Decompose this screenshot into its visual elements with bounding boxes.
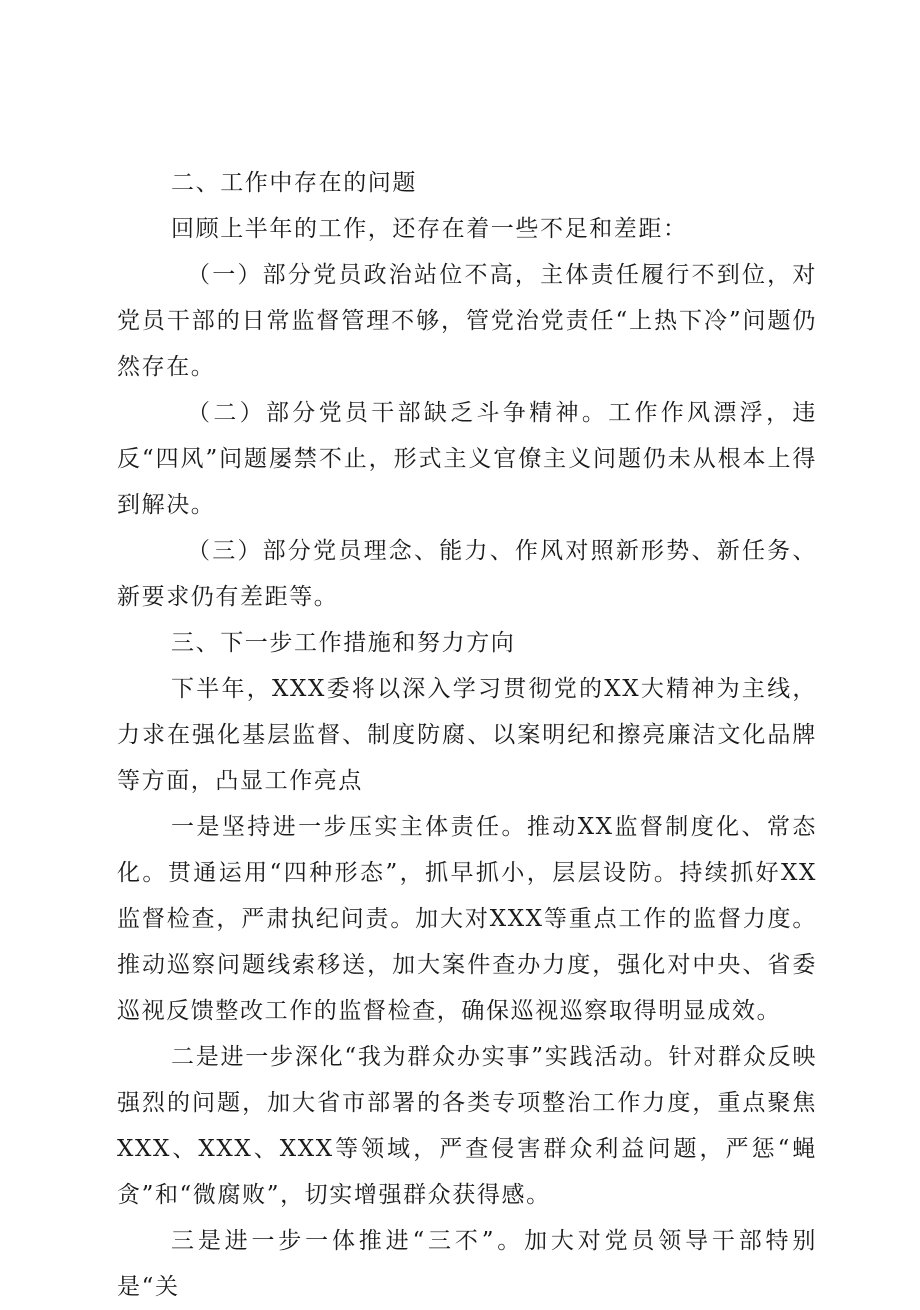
list-item: （二）部分党员干部缺乏斗争精神。工作作风漂浮，违反“四风”问题屡禁不止，形式主义官僚主义问题仍未从根本上得到解决。 bbox=[117, 400, 817, 518]
body-paragraph: 一是坚持进一步压实主体责任。推动XX监督制度化、常态化。贯通运用“四种形态”，抓早抓小，层层设防。持续抓好XX监督检查，严肃执纪问责。加大对XXX等重点工作的监督力度。推动巡察问题线索移送，加大案件查办力度，强化对中央、省委巡视反馈整改工作的监督检查，确保巡视巡察取得明显成效。 bbox=[117, 814, 817, 1024]
body-paragraph: 二是进一步深化“我为群众办实事”实践活动。针对群众反映强烈的问题，加大省市部署的各类专项整治工作力度，重点聚焦XXX、XXX、XXX等领域，严查侵害群众利益问题，严惩“蝇贪”和“微腐败”，切实增强群众获得感。 bbox=[117, 1044, 817, 1208]
body-paragraph: 三是进一步一体推进“三不”。加大对党员领导干部特别是“关 bbox=[117, 1228, 817, 1300]
section-heading: 三、下一步工作措施和努力方向 bbox=[171, 630, 516, 656]
body-paragraph: 回顾上半年的工作，还存在着一些不足和差距： bbox=[171, 216, 688, 242]
list-item: （一）部分党员政治站位不高，主体责任履行不到位，对党员干部的日常监督管理不够，管党治党责任“上热下冷”问题仍然存在。 bbox=[117, 262, 817, 380]
section-heading: 二、工作中存在的问题 bbox=[171, 170, 417, 196]
document-body bbox=[117, 160, 817, 1310]
list-item: （三）部分党员理念、能力、作风对照新形势、新任务、新要求仍有差距等。 bbox=[117, 538, 817, 610]
body-paragraph: 下半年，XXX委将以深入学习贯彻党的XX大精神为主线，力求在强化基层监督、制度防腐、以案明纪和擦亮廉洁文化品牌等方面，凸显工作亮点 bbox=[117, 676, 817, 794]
